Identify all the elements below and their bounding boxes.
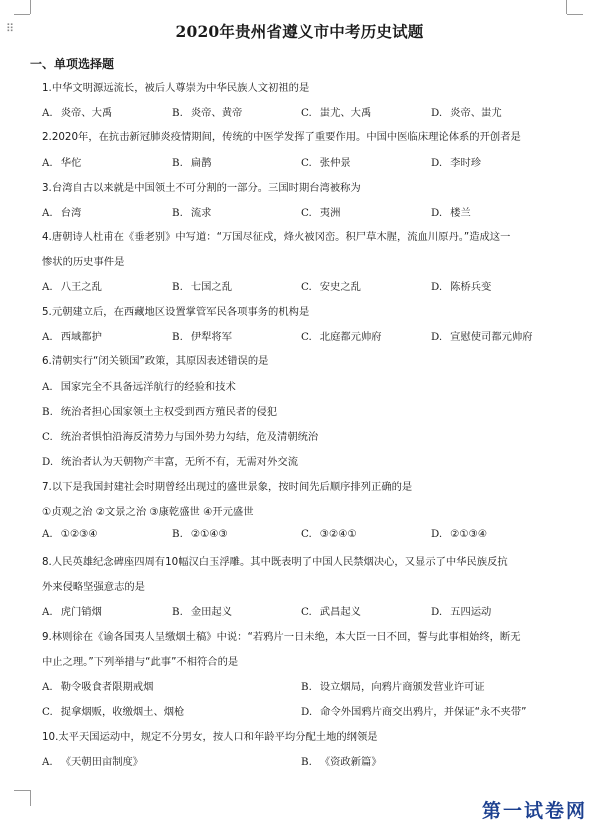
option-text: 张仲景 xyxy=(319,157,351,169)
question-stem: 2.2020年，在抗击新冠肺炎疫情期间，传统的中医学发挥了重要作用。中国中医临床理论体系的开创者是 xyxy=(42,131,521,143)
option-text: ②①③④ xyxy=(450,528,488,540)
question-stem: 7.以下是我国封建社会时期曾经出现过的盛世景象，按时间先后顺序排列正确的是 xyxy=(42,481,413,493)
option-a[interactable] xyxy=(42,154,81,169)
option-d[interactable] xyxy=(431,528,487,540)
crop-mark xyxy=(14,790,30,791)
option-letter: A. xyxy=(42,107,53,119)
option-text: 统治者认为天朝物产丰富，无所不有，无需对外交流 xyxy=(61,456,298,468)
option-c[interactable] xyxy=(301,528,357,540)
option-text: 台湾 xyxy=(60,207,82,219)
option-letter: B. xyxy=(42,406,53,418)
option-letter: D. xyxy=(431,157,443,169)
option-d[interactable] xyxy=(42,453,298,468)
option-letter: A. xyxy=(42,756,53,768)
option-letter: D. xyxy=(431,107,443,119)
option-text: 金田起义 xyxy=(190,606,233,618)
option-letter: D. xyxy=(431,528,443,540)
option-text: 统治者担心国家领土主权受到西方殖民者的侵犯 xyxy=(60,406,278,418)
option-b[interactable] xyxy=(301,753,382,768)
option-text: ③②④① xyxy=(319,528,357,540)
option-c[interactable] xyxy=(301,278,361,293)
option-letter: C. xyxy=(42,431,53,443)
option-text: 安史之乱 xyxy=(319,281,361,293)
option-d[interactable] xyxy=(301,703,526,718)
option-letter: D. xyxy=(431,606,443,618)
option-a[interactable] xyxy=(42,678,153,693)
option-letter: C. xyxy=(301,281,312,293)
option-letter: B. xyxy=(301,681,312,693)
crop-mark xyxy=(30,0,31,14)
option-c[interactable] xyxy=(301,204,340,219)
question-stem: 9.林则徐在《谕各国夷人呈缴烟土稿》中说：“若鸦片一日未绝，本大臣一日不回，誓与此事相始终，断无 xyxy=(42,631,521,643)
question-stem: 4.唐朝诗人杜甫在《垂老别》中写道：“万国尽征戍，烽火被冈峦。积尸草木腥，流血川原丹。”造成这一 xyxy=(42,231,511,243)
option-letter: A. xyxy=(42,381,53,393)
option-b[interactable] xyxy=(172,104,242,119)
option-letter: D. xyxy=(431,281,443,293)
option-d[interactable] xyxy=(431,278,491,293)
option-text: 楼兰 xyxy=(450,207,471,219)
question-stem: 10.太平天国运动中，规定不分男女，按人口和年龄平均分配土地的纲领是 xyxy=(42,731,378,743)
question-stem: 1.中华文明源远流长，被后人尊崇为中华民族人文初祖的是 xyxy=(42,82,310,94)
option-c[interactable] xyxy=(301,328,382,343)
page-title: 2020年贵州省遵义市中考历史试题 xyxy=(175,22,424,41)
option-letter: D. xyxy=(431,207,443,219)
option-letter: D. xyxy=(301,706,313,718)
question-stem: 8.人民英雄纪念碑座四周有10幅汉白玉浮雕。其中既表明了中国人民禁烟决心，又显示了中华民族反抗 xyxy=(42,556,508,568)
option-c[interactable] xyxy=(301,154,351,169)
option-letter: B. xyxy=(172,528,183,540)
option-b[interactable] xyxy=(172,278,232,293)
option-letter: C. xyxy=(301,157,312,169)
option-text: 炎帝、蚩尤 xyxy=(450,107,502,119)
option-text: 华佗 xyxy=(60,157,82,169)
crop-mark xyxy=(566,0,567,14)
option-b[interactable] xyxy=(172,154,211,169)
option-b[interactable] xyxy=(172,528,228,540)
option-d[interactable] xyxy=(431,104,502,119)
option-text: 李时珍 xyxy=(450,157,482,169)
option-letter: A. xyxy=(42,281,53,293)
option-letter: A. xyxy=(42,528,53,540)
option-text: 伊犁将军 xyxy=(190,331,233,343)
option-text: 虎门销烟 xyxy=(60,606,102,618)
option-text: 流求 xyxy=(190,207,212,219)
option-a[interactable] xyxy=(42,528,98,540)
option-letter: C. xyxy=(301,207,312,219)
option-letter: C. xyxy=(301,107,312,119)
option-b[interactable] xyxy=(172,204,211,219)
section-heading: 一、单项选择题 xyxy=(30,57,115,71)
option-text: 陈桥兵变 xyxy=(450,281,492,293)
option-d[interactable] xyxy=(431,603,491,618)
option-letter: C. xyxy=(301,606,312,618)
option-c[interactable] xyxy=(42,428,318,443)
option-letter: C. xyxy=(301,331,312,343)
crop-mark xyxy=(14,14,30,15)
option-letter: C. xyxy=(301,528,312,540)
option-b[interactable] xyxy=(172,603,232,618)
option-c[interactable] xyxy=(42,703,184,718)
option-text: 《天朝田亩制度》 xyxy=(60,756,144,768)
option-c[interactable] xyxy=(301,603,361,618)
option-letter: A. xyxy=(42,207,53,219)
question-stem-continued: 惨状的历史事件是 xyxy=(42,256,125,268)
option-text: 炎帝、黄帝 xyxy=(190,107,243,119)
option-b[interactable] xyxy=(42,403,277,418)
option-letter: A. xyxy=(42,157,53,169)
option-letter: C. xyxy=(42,706,53,718)
option-letter: B. xyxy=(172,157,183,169)
option-a[interactable] xyxy=(42,753,143,768)
option-c[interactable] xyxy=(301,104,371,119)
question-stem-continued: 中止之理。”下列举措与“此事”不相符合的是 xyxy=(42,656,239,668)
option-d[interactable] xyxy=(431,204,471,219)
option-text: 七国之乱 xyxy=(190,281,233,293)
option-letter: B. xyxy=(172,107,183,119)
option-text: 勒令吸食者限期戒烟 xyxy=(60,681,154,693)
option-b[interactable] xyxy=(301,678,485,693)
option-letter: D. xyxy=(42,456,54,468)
option-text: 捉拿烟贩，收缴烟土、烟枪 xyxy=(60,706,185,718)
option-d[interactable] xyxy=(431,154,481,169)
option-a[interactable] xyxy=(42,278,102,293)
option-text: 八王之乱 xyxy=(60,281,102,293)
option-letter: A. xyxy=(42,606,53,618)
crop-mark xyxy=(567,14,583,15)
option-text: 宣慰使司都元帅府 xyxy=(450,331,533,343)
option-text: 命令外国鸦片商交出鸦片，并保证“永不夹带” xyxy=(320,706,527,718)
question-stem: 5.元朝建立后，在西藏地区设置掌管军民各项事务的机构是 xyxy=(42,306,310,318)
option-a[interactable] xyxy=(42,104,112,119)
option-letter: B. xyxy=(172,331,183,343)
option-text: 西域都护 xyxy=(60,331,102,343)
question-items: ①贞观之治 ②文景之治 ③康乾盛世 ④开元盛世 xyxy=(42,506,254,518)
option-letter: B. xyxy=(172,207,183,219)
option-letter: B. xyxy=(172,606,183,618)
option-a[interactable] xyxy=(42,603,102,618)
option-text: ①②③④ xyxy=(60,528,98,540)
option-text: 武昌起义 xyxy=(319,606,361,618)
question-stem: 6.清朝实行“闭关锁国”政策，其原因表述错误的是 xyxy=(42,355,269,367)
question-stem: 3.台湾自古以来就是中国领土不可分割的一部分。三国时期台湾被称为 xyxy=(42,182,361,194)
option-letter: D. xyxy=(431,331,443,343)
option-text: 《资政新篇》 xyxy=(319,756,382,768)
option-text: 夷洲 xyxy=(319,207,341,219)
option-text: 五四运动 xyxy=(450,606,492,618)
option-letter: B. xyxy=(301,756,312,768)
question-stem-continued: 外来侵略坚强意志的是 xyxy=(42,581,145,593)
option-a[interactable] xyxy=(42,204,81,219)
watermark-logo: 第一试卷网 xyxy=(481,800,587,822)
option-letter: A. xyxy=(42,331,53,343)
option-text: 扁鹊 xyxy=(190,157,212,169)
option-letter: B. xyxy=(172,281,183,293)
option-text: 炎帝、大禹 xyxy=(60,107,113,119)
option-d[interactable] xyxy=(431,328,533,343)
option-text: 北庭都元帅府 xyxy=(319,331,382,343)
table-move-handle[interactable]: ⠿ xyxy=(6,22,14,35)
option-text: 设立烟局，向鸦片商颁发营业许可证 xyxy=(319,681,485,693)
option-letter: A. xyxy=(42,681,53,693)
option-text: 国家完全不具备远洋航行的经验和技术 xyxy=(60,381,236,393)
option-a[interactable] xyxy=(42,378,236,393)
option-b[interactable] xyxy=(172,328,232,343)
option-a[interactable] xyxy=(42,328,102,343)
option-text: 蚩尤、大禹 xyxy=(319,107,372,119)
crop-mark xyxy=(30,790,31,806)
option-text: 统治者惧怕沿海反清势力与国外势力勾结，危及清朝统治 xyxy=(60,431,319,443)
option-text: ②①④③ xyxy=(190,528,228,540)
